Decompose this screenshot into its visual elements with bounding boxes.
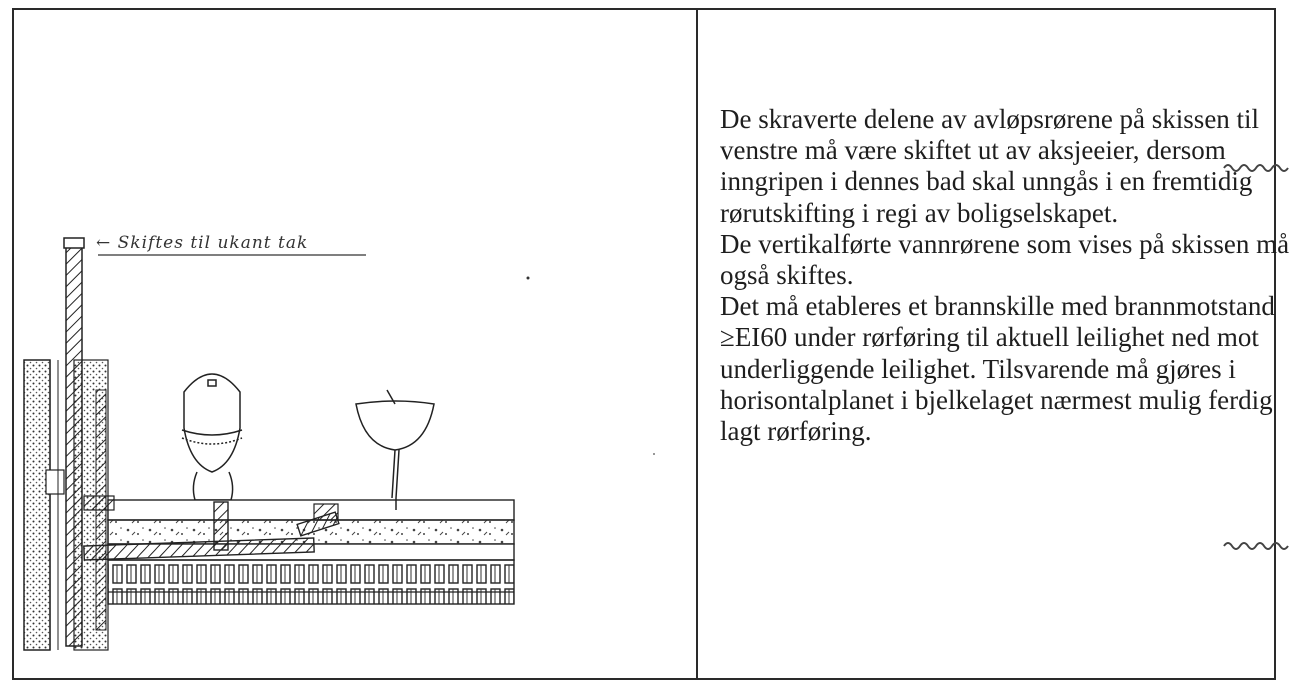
note-paragraph: De skraverte delene av avløpsrørene på skissen til venstre må være skiftet ut av aksjeeier, dersom inngripen i dennes bad skal unngås i en fremtidig rørutskifting i regi av boligselskapet. <box>720 104 1260 228</box>
document-table <box>12 8 1290 680</box>
sketch-cell <box>14 10 696 678</box>
joist-layer <box>108 560 514 604</box>
toilet-sketch <box>182 374 242 500</box>
change-mark <box>1222 538 1298 554</box>
floor-screed <box>108 500 514 520</box>
note-text <box>720 104 1290 447</box>
bathroom-drain-sketch <box>14 10 696 682</box>
note-cell <box>698 10 1290 678</box>
change-mark <box>1222 160 1298 176</box>
drain-stack <box>66 246 82 646</box>
sketch-annotation: ← Skiftes til ukant tak <box>96 233 309 253</box>
note-paragraph: De vertikalførte vannrørene som vises på skissen må også skiftes. <box>720 228 1290 291</box>
sink-sketch <box>356 390 434 498</box>
note-paragraph: Det må etableres et brannskille med brannmotstand ≥EI60 under rørføring til aktuell leilighet ned mot underliggende leilighet. Tilsvarende må gjøres i horisontalplanet i bjelkelaget nærmest mulig ferdig lagt rørføring. <box>720 291 1275 447</box>
left-wall <box>24 360 50 650</box>
